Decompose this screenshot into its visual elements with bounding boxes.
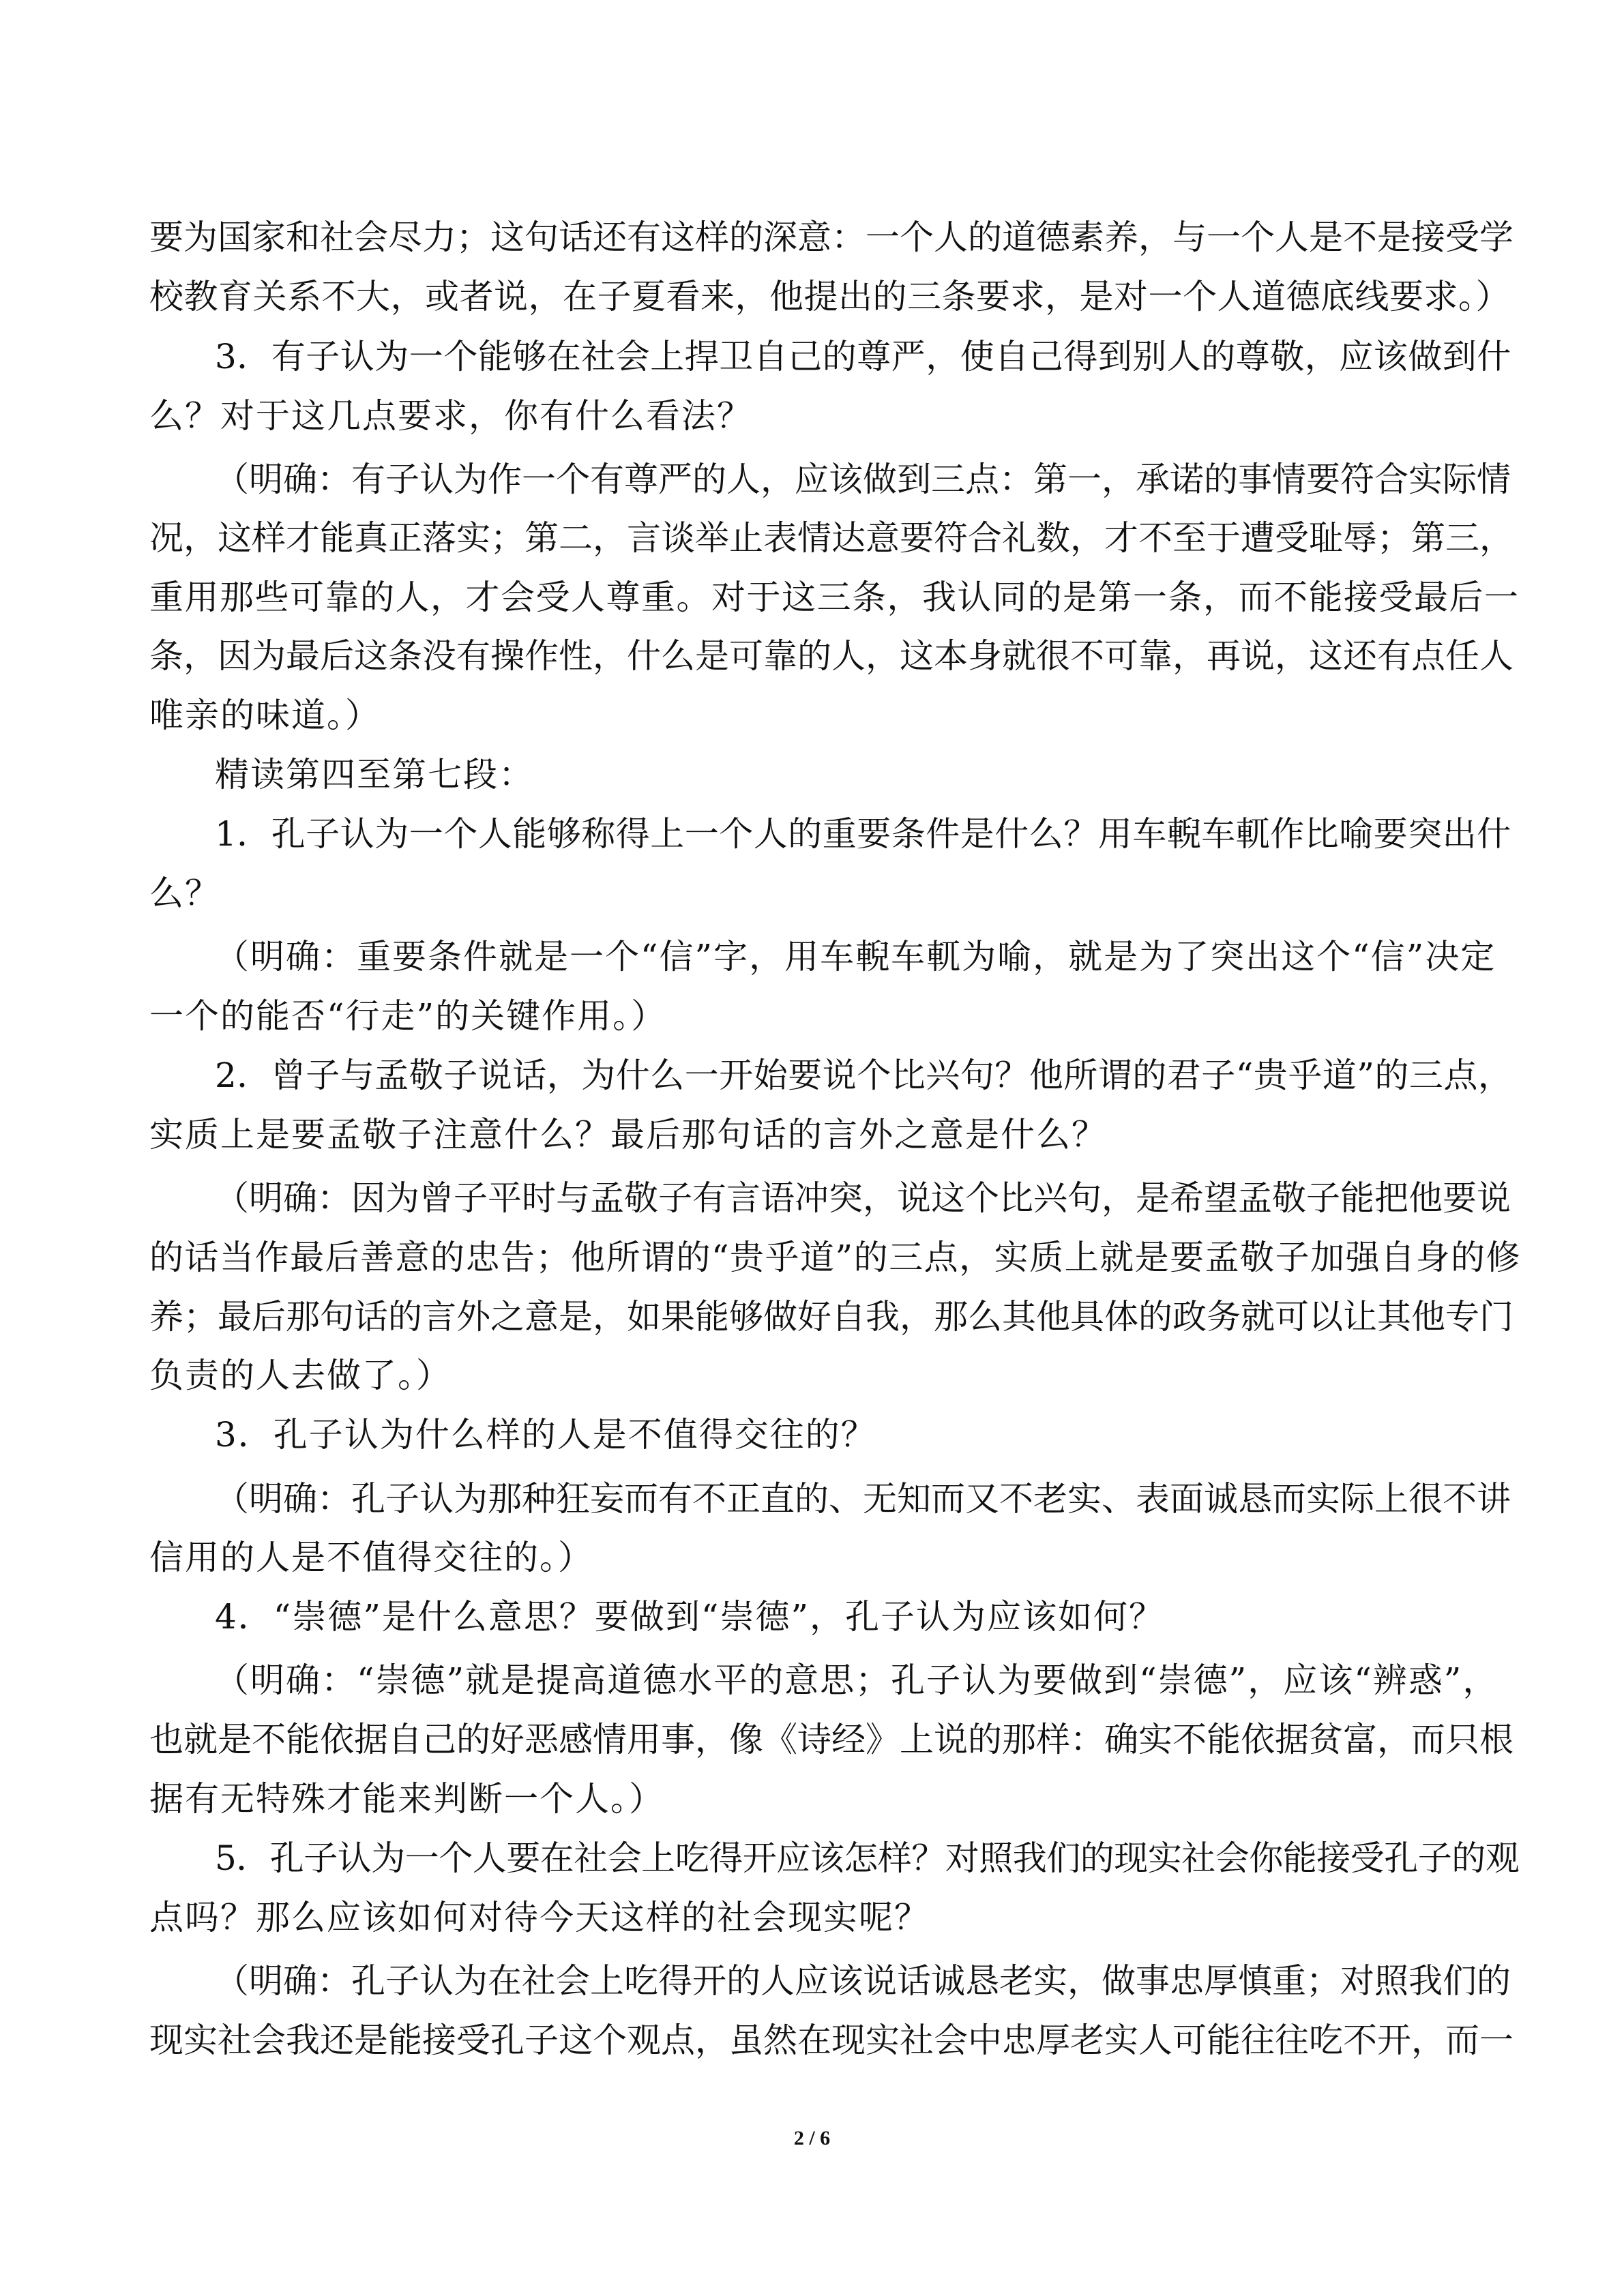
text-line-4: 么？对于这几点要求，你有什么看法？ bbox=[149, 396, 752, 436]
text-line-27: 据有无特殊才能来判断一个人。） bbox=[149, 1779, 664, 1819]
text-line-16: 实质上是要孟敬子注意什么？最后那句话的言外之意是什么？ bbox=[149, 1115, 1107, 1154]
text-line-23: 信用的人是不值得交往的。） bbox=[149, 1538, 593, 1577]
text-line-3: 3．有子认为一个能够在社会上捍卫自己的尊严，使自己得到别人的尊敬，应该做到什 bbox=[215, 337, 1511, 376]
text-line-19: 养；最后那句话的言外之意是，如果能够做好自我，那么其他具体的政务就可以让其他专门 bbox=[149, 1297, 1514, 1337]
text-line-6: 况，这样才能真正落实；第二，言谈举止表情达意要符合礼数，才不至于遭受耻辱；第三， bbox=[149, 518, 1514, 558]
text-line-26: 也就是不能依据自己的好恶感情用事，像《诗经》上说的那样：确实不能依据贫富，而只根 bbox=[149, 1720, 1514, 1759]
text-line-20: 负责的人去做了。） bbox=[149, 1356, 452, 1395]
text-line-21: 3．孔子认为什么样的人是不值得交往的？ bbox=[215, 1415, 876, 1455]
text-line-28: 5．孔子认为一个人要在社会上吃得开应该怎样？对照我们的现实社会你能接受孔子的观 bbox=[215, 1838, 1520, 1878]
text-line-18: 的话当作最后善意的忠告；他所谓的“贵乎道”的三点，实质上就是要孟敬子加强自身的修 bbox=[149, 1238, 1522, 1277]
text-line-8: 条，因为最后这条没有操作性，什么是可靠的人，这本身就很不可靠，再说，这还有点任人 bbox=[149, 636, 1514, 676]
text-line-2: 校教育关系不大，或者说，在子夏看来，他提出的三条要求，是对一个人道德底线要求。） bbox=[149, 277, 1510, 316]
text-line-5: （明确：有子认为作一个有尊严的人，应该做到三点：第一，承诺的事情要符合实际情 bbox=[215, 460, 1511, 499]
text-line-11: 1．孔子认为一个人能够称得上一个人的重要条件是什么？用车輗车軏作比喻要突出什 bbox=[215, 814, 1511, 854]
text-line-24: 4．“崇德”是什么意思？要做到“崇德”，孔子认为应该如何？ bbox=[215, 1597, 1165, 1637]
text-line-30: （明确：孔子认为在社会上吃得开的人应该说话诚恳老实，做事忠厚慎重；对照我们的 bbox=[215, 1961, 1511, 2001]
page-number: 2 / 6 bbox=[793, 2127, 831, 2149]
text-line-7: 重用那些可靠的人，才会受人尊重。对于这三条，我认同的是第一条，而不能接受最后一 bbox=[149, 578, 1520, 617]
section-heading: 精读第四至第七段： bbox=[215, 755, 534, 794]
text-line-25: （明确：“崇德”就是提高道德水平的意思；孔子认为要做到“崇德”，应该“辨惑”， bbox=[215, 1660, 1498, 1700]
text-line-31: 现实社会我还是能接受孔子这个观点，虽然在现实社会中忠厚老实人可能往往吃不开，而一 bbox=[149, 2021, 1514, 2060]
text-line-17: （明确：因为曾子平时与孟敬子有言语冲突，说这个比兴句，是希望孟敬子能把他要说 bbox=[215, 1178, 1511, 1218]
text-line-13: （明确：重要条件就是一个“信”字，用车輗车軏为喻，就是为了突出这个“信”决定 bbox=[215, 937, 1496, 976]
text-line-22: （明确：孔子认为那种狂妄而有不正直的、无知而又不老实、表面诚恳而实际上很不讲 bbox=[215, 1479, 1511, 1519]
text-line-9: 唯亲的味道。） bbox=[149, 696, 381, 735]
text-line-29: 点吗？那么应该如何对待今天这样的社会现实呢？ bbox=[149, 1898, 930, 1937]
text-line-15: 2．曾子与孟敬子说话，为什么一开始要说个比兴句？他所谓的君子“贵乎道”的三点， bbox=[215, 1056, 1513, 1095]
text-line-14: 一个的能否“行走”的关键作用。） bbox=[149, 996, 667, 1036]
text-line-12: 么？ bbox=[149, 874, 220, 913]
text-line-1: 要为国家和社会尽力；这句话还有这样的深意：一个人的道德素养，与一个人是不是接受学 bbox=[149, 218, 1514, 257]
